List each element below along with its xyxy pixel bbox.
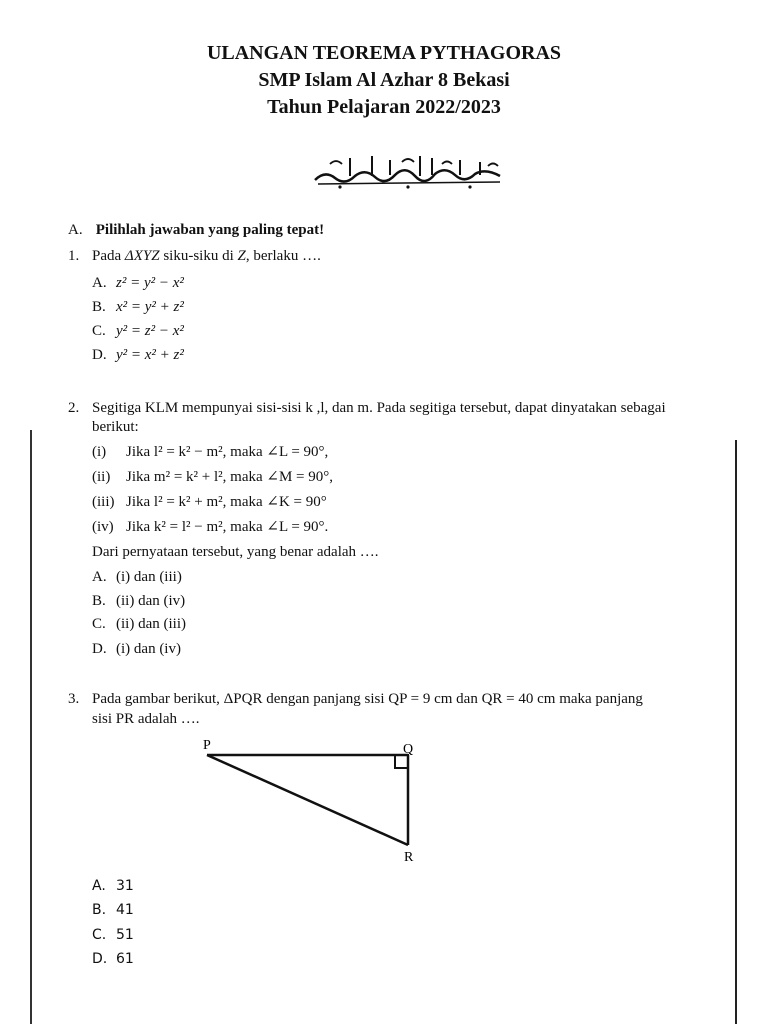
statement-label: (iii) [92, 494, 115, 510]
q2-statement-iii [92, 493, 327, 511]
question-1-number: 1. [68, 248, 80, 264]
question-2-number: 2. [68, 400, 80, 416]
vertex-p-label: P [203, 738, 211, 753]
q2-question: Dari pernyataan tersebut, yang benar adalah …. [92, 544, 379, 560]
q1-stem-prefix: Pada [92, 248, 125, 264]
page-edge-left [30, 430, 32, 1024]
exam-title: ULANGAN TEOREMA PYTHAGORAS [206, 42, 562, 64]
option-label: A. [92, 275, 107, 291]
q2-option-a[interactable] [92, 568, 182, 586]
vertex-q-label: Q [403, 742, 414, 757]
vertex-r-label: R [404, 850, 414, 865]
statement-text: Jika k² = l² − m², maka ∠L = 90°. [126, 519, 329, 535]
option-label: C. [92, 323, 106, 339]
option-text: (i) dan (iii) [116, 569, 182, 585]
q3-option-a[interactable] [92, 877, 134, 895]
option-text: y² = x² + z² [116, 347, 184, 363]
question-2-stem [68, 399, 666, 417]
academic-year: Tahun Pelajaran 2022/2023 [267, 96, 501, 118]
q1-option-b[interactable] [92, 298, 184, 316]
document-header [0, 40, 768, 121]
bismillah-calligraphy [310, 150, 510, 190]
question-3-stem [68, 690, 643, 708]
section-heading [68, 221, 324, 239]
statement-text: Jika l² = k² − m², maka ∠L = 90°, [126, 444, 329, 460]
q2-stem-line-2: berikut: [92, 419, 139, 435]
option-text: x² = y² + z² [116, 299, 184, 315]
q3-option-b[interactable] [92, 901, 134, 919]
option-text: (ii) dan (iii) [116, 616, 186, 632]
option-text: (ii) dan (iv) [116, 593, 186, 609]
q1-triangle: ΔXYZ [124, 248, 160, 264]
q3-option-c[interactable] [92, 926, 134, 944]
option-label: C. [92, 616, 106, 632]
option-text: y² = z² − x² [116, 323, 184, 339]
statement-label: (i) [92, 444, 107, 460]
q2-statement-ii [92, 468, 333, 486]
q1-option-a[interactable] [92, 274, 184, 292]
q2-statement-i [92, 443, 328, 461]
question-3-number: 3. [68, 691, 80, 707]
option-text: (i) dan (iv) [116, 641, 181, 657]
q2-option-d[interactable] [92, 640, 181, 658]
q2-statement-iv [92, 518, 328, 536]
option-label: B. [92, 299, 106, 315]
q1-stem-suffix: , berlaku …. [245, 248, 321, 264]
q1-option-c[interactable] [92, 322, 184, 340]
q3-stem-line-2: sisi PR adalah …. [92, 711, 200, 727]
statement-label: (ii) [92, 469, 111, 485]
school-name: SMP Islam Al Azhar 8 Bekasi [258, 69, 510, 91]
q3-option-d[interactable] [92, 950, 134, 968]
statement-text: Jika m² = k² + l², maka ∠M = 90°, [126, 469, 334, 485]
option-label: C. [92, 927, 107, 943]
option-text: z² = y² − x² [116, 275, 184, 291]
q2-stem-line-1: Segitiga KLM mempunyai sisi-sisi k ,l, dan m. Pada segitiga tersebut, dapat dinyatakan sebagai [92, 400, 666, 416]
option-label: B. [92, 902, 107, 918]
triangle-pqr-figure [195, 735, 430, 865]
option-label: B. [92, 593, 106, 609]
option-text: 41 [116, 902, 134, 918]
statement-text: Jika l² = k² + m², maka ∠K = 90° [126, 494, 327, 510]
option-label: D. [92, 951, 108, 967]
statement-label: (iv) [92, 519, 114, 535]
side-pr [207, 755, 408, 845]
question-1-stem [68, 247, 321, 265]
q1-right-angle-vertex: Z [237, 248, 246, 264]
q2-option-c[interactable] [92, 615, 186, 633]
q1-option-d[interactable] [92, 346, 184, 364]
option-text: 31 [116, 878, 134, 894]
option-label: A. [92, 569, 107, 585]
option-label: A. [92, 878, 106, 894]
option-label: D. [92, 347, 107, 363]
q1-stem-mid: siku-siku di [159, 248, 238, 264]
q3-stem-line-1: Pada gambar berikut, ΔPQR dengan panjang sisi QP = 9 cm dan QR = 40 cm maka panjang [92, 691, 643, 707]
option-label: D. [92, 641, 107, 657]
section-instruction: Pilihlah jawaban yang paling tepat! [95, 222, 325, 238]
option-text: 51 [116, 927, 134, 943]
option-text: 61 [116, 951, 134, 967]
section-label: A. [68, 222, 83, 238]
page-edge-right [735, 440, 737, 1024]
q2-option-b[interactable] [92, 592, 185, 610]
